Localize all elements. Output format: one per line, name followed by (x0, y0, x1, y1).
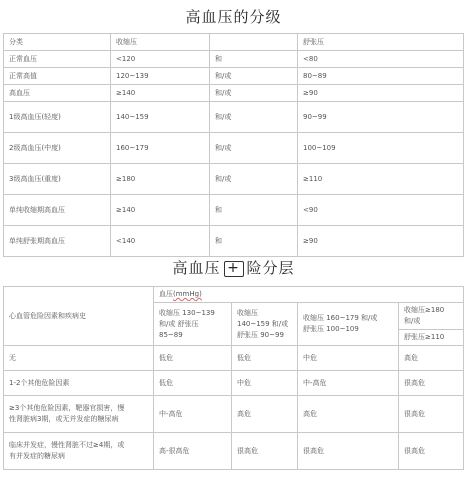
row-category: 正常高值 (4, 68, 111, 85)
risk-cell: 中-高危 (154, 396, 232, 433)
table1-title: 高血压的分级 (185, 8, 282, 26)
row-category: 1级高血压(轻度) (4, 102, 111, 133)
row-label: ≥3个其他危险因素，靶器官损害，慢 性肾脏病3期，或无并发症的糖尿病 (4, 396, 154, 433)
table-row (4, 164, 464, 195)
table2-title-before: 高血压 (172, 259, 221, 277)
row-label: 1-2个其他危险因素 (4, 371, 154, 396)
table2-title-after: 险分层 (246, 259, 295, 277)
table-row (4, 85, 464, 102)
risk-cell: 很高危 (399, 396, 464, 433)
row-conjunction: 和 (210, 195, 298, 226)
table-row (4, 51, 464, 68)
row-category: 正常血压 (4, 51, 111, 68)
column-header: 收缩压 160~179 和/或 舒张压 100~109 (298, 303, 399, 346)
row-category: 高血压 (4, 85, 111, 102)
risk-cell: 很高危 (399, 371, 464, 396)
risk-cell: 高危 (399, 346, 464, 371)
risk-cell: 低危 (154, 346, 232, 371)
row-diastolic: 80~89 (298, 68, 464, 85)
table-row (4, 195, 464, 226)
table-row (4, 68, 464, 85)
row-label: 临床并发症，慢性肾脏不过≥4期，或 有并发症的糖尿病 (4, 433, 154, 470)
row-diastolic: ≥110 (298, 164, 464, 195)
row-conjunction: 和/或 (210, 68, 298, 85)
risk-cell: 很高危 (298, 433, 399, 470)
header-blank (210, 34, 298, 51)
row-conjunction: 和/或 (210, 164, 298, 195)
risk-cell: 低危 (232, 346, 298, 371)
table-row (4, 102, 464, 133)
row-category: 2级高血压(中度) (4, 133, 111, 164)
row-conjunction: 和/或 (210, 85, 298, 102)
risk-cell: 高危 (298, 396, 399, 433)
header-diastolic: 舒张压 (298, 34, 464, 51)
row-diastolic: 100~109 (298, 133, 464, 164)
row-systolic: ≥140 (111, 195, 210, 226)
table-row (4, 396, 464, 433)
column-header: 收缩压 130~139 和/或 舒张压 85~89 (154, 303, 232, 346)
table-row (4, 371, 464, 396)
bp-unit-cell: 血压(mmHg) (154, 287, 464, 303)
risk-cell: 很高危 (232, 433, 298, 470)
risk-cell: 中-高危 (298, 371, 399, 396)
table2-title (0, 257, 467, 278)
table-row (4, 346, 464, 371)
table-row (4, 433, 464, 470)
row-systolic: <140 (111, 226, 210, 257)
risk-stratification-table (3, 286, 464, 470)
row-category: 3级高血压(重度) (4, 164, 111, 195)
row-conjunction: 和 (210, 226, 298, 257)
bp-grade-table (3, 33, 464, 257)
table-header-row (4, 34, 464, 51)
row-category: 单纯收缩期高血压 (4, 195, 111, 226)
risk-cell: 低危 (154, 371, 232, 396)
risk-cell: 中危 (298, 346, 399, 371)
row-conjunction: 和/或 (210, 133, 298, 164)
row-systolic: ≥140 (111, 85, 210, 102)
row-systolic: ≥180 (111, 164, 210, 195)
header-category: 分类 (4, 34, 111, 51)
row-systolic: 140~159 (111, 102, 210, 133)
risk-cell: 很高危 (399, 433, 464, 470)
row-label: 无 (4, 346, 154, 371)
risk-cell: 高危 (232, 396, 298, 433)
row-diastolic: ≥90 (298, 85, 464, 102)
row-systolic: 160~179 (111, 133, 210, 164)
row-diastolic: ≥90 (298, 226, 464, 257)
row-conjunction: 和/或 (210, 102, 298, 133)
table-header-row (4, 287, 464, 303)
row-diastolic: <90 (298, 195, 464, 226)
risk-cell: 中危 (232, 371, 298, 396)
corner-label-cell: 心血管危险因素和疾病史 (4, 287, 154, 346)
plus-icon[interactable]: + (224, 261, 244, 277)
row-diastolic: <80 (298, 51, 464, 68)
column-header: 收缩压 140~159 和/或 舒张压 90~99 (232, 303, 298, 346)
row-systolic: 120~139 (111, 68, 210, 85)
row-conjunction: 和 (210, 51, 298, 68)
table-row (4, 226, 464, 257)
column-header-sub: 舒张压≥110 (399, 330, 464, 346)
risk-cell: 高-很高危 (154, 433, 232, 470)
header-systolic: 收缩压 (111, 34, 210, 51)
row-systolic: <120 (111, 51, 210, 68)
row-category: 单纯舒张期高血压 (4, 226, 111, 257)
table-row (4, 133, 464, 164)
row-diastolic: 90~99 (298, 102, 464, 133)
column-header: 收缩压≥180 和/或 (399, 303, 464, 330)
